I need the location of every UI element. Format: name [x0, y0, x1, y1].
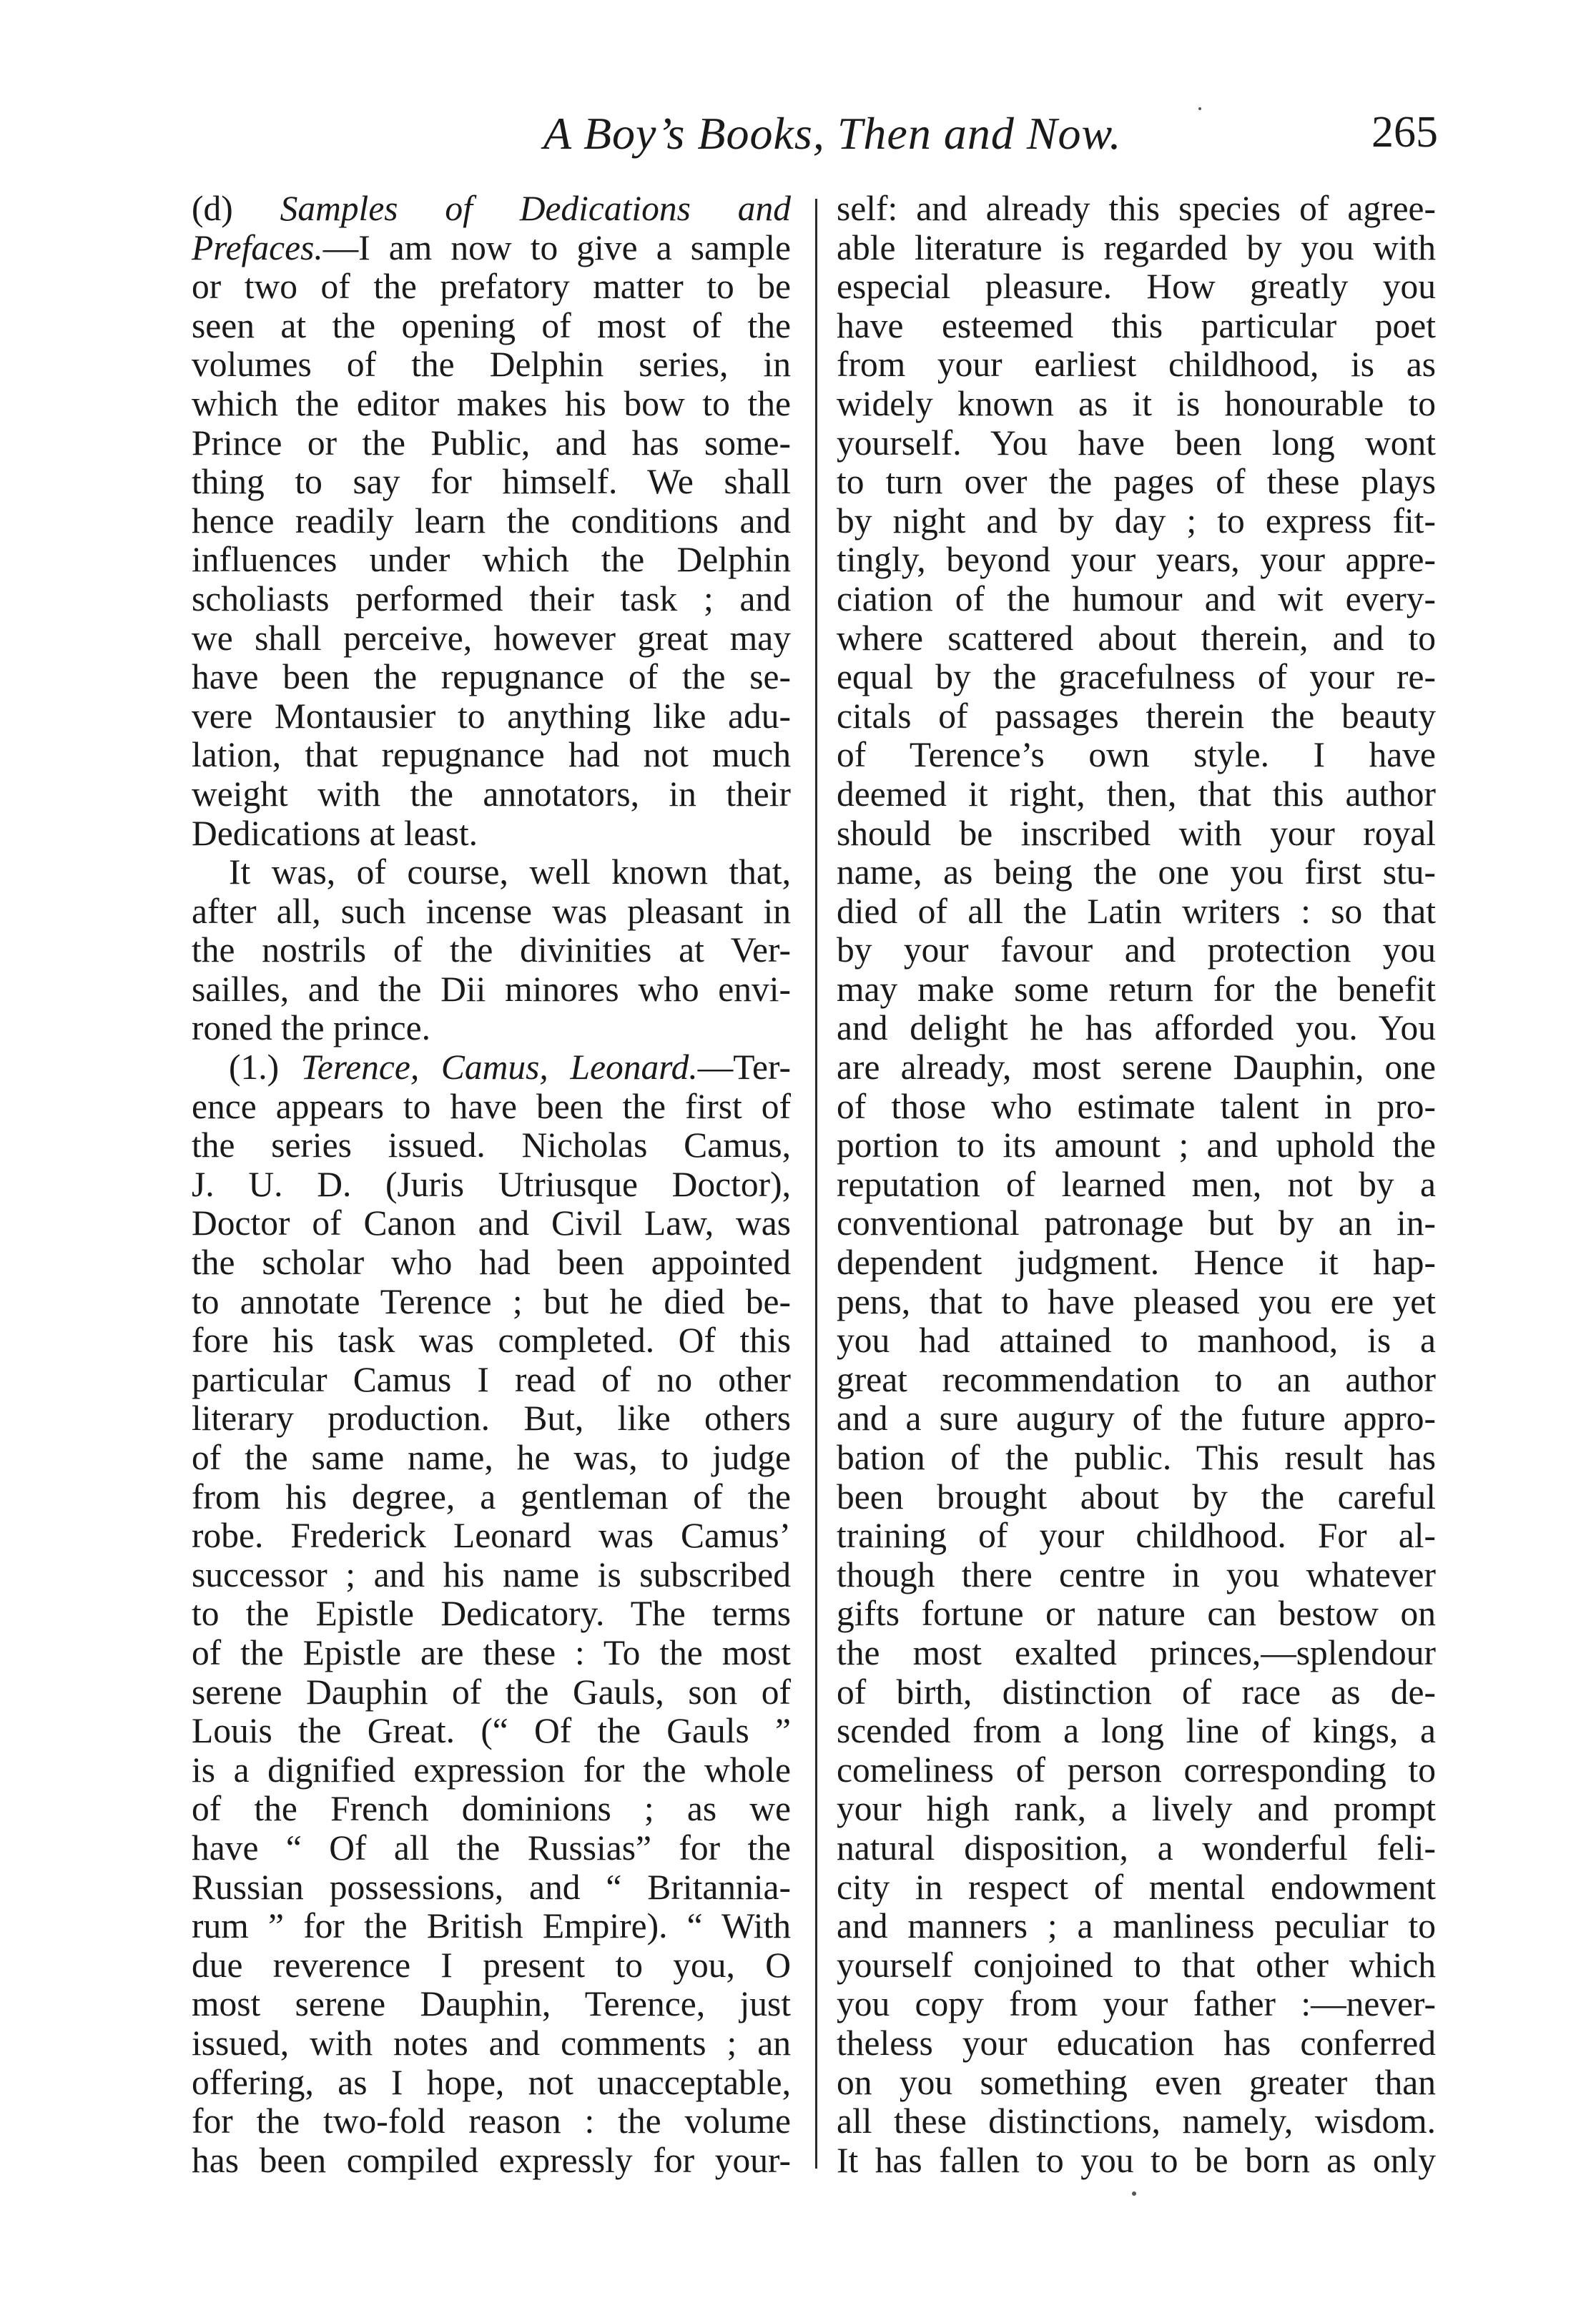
text-line: fore his task was completed. Of this — [192, 1321, 791, 1361]
text-line: weight with the annotators, in their — [192, 774, 791, 814]
text-line: Doctor of Canon and Civil Law, was — [192, 1203, 791, 1243]
text-line: It was, of course, well known that, — [229, 852, 791, 892]
text-line: for the two-fold reason : the volume — [192, 2101, 791, 2141]
text-line: ence appears to have been the first of — [192, 1086, 791, 1126]
text-line: by night and by day ; to express fit- — [837, 500, 1436, 541]
text-line: where scattered about therein, and to — [837, 618, 1436, 658]
text-line: ciation of the humour and wit every- — [837, 578, 1436, 618]
text-line: your high rank, a lively and prompt — [837, 1789, 1436, 1829]
text-line: of the Epistle are these : To the most — [192, 1632, 791, 1672]
text-line: by your favour and protection you — [837, 930, 1436, 970]
text-line: may make some return for the benefit — [837, 969, 1436, 1009]
text-line: all these distinctions, namely, wisdom. — [837, 2101, 1436, 2141]
section-label: (d) — [192, 189, 233, 228]
text-line: hence readily learn the conditions and — [192, 500, 791, 541]
text-line: theless your education has conferred — [837, 2023, 1436, 2063]
text-line: natural disposition, a wonderful feli- — [837, 1828, 1436, 1868]
text-line: or two of the prefatory matter to be — [192, 267, 791, 307]
text-line: yourself conjoined to that other which — [837, 1945, 1436, 1985]
text-line: on you something even greater than — [837, 2062, 1436, 2102]
text-line: sailles, and the Dii minores who envi- — [192, 969, 791, 1009]
left-column — [192, 189, 791, 2180]
text-line: scended from a long line of kings, a — [837, 1711, 1436, 1751]
text-line: conventional patronage but by an in- — [837, 1203, 1436, 1243]
text-line: successor ; and his name is subscribed — [192, 1554, 791, 1594]
text-line: Prefaces.—I am now to give a sample — [192, 227, 791, 267]
text-line: Dedications at least. — [192, 813, 478, 853]
text-line: of the same name, he was, to judge — [192, 1438, 791, 1477]
text-line: seen at the opening of most of the — [192, 305, 791, 345]
text-line: should be inscribed with your royal — [837, 813, 1436, 853]
text-line: rum ” for the British Empire). “ With — [192, 1906, 791, 1946]
text-line: It has fallen to you to be born as only — [837, 2140, 1436, 2180]
text-line: widely known as it is honourable to — [837, 383, 1436, 423]
text-line: to annotate Terence ; but he died be- — [192, 1281, 791, 1321]
text-line: deemed it right, then, that this author — [837, 774, 1436, 814]
text-line: died of all the Latin writers : so that — [837, 891, 1436, 931]
text-line: most serene Dauphin, Terence, just — [192, 1984, 791, 2024]
text-line: vere Montausier to anything like adu- — [192, 696, 791, 736]
text-line: which the editor makes his bow to the — [192, 383, 791, 423]
text-line: serene Dauphin of the Gauls, son of — [192, 1672, 791, 1712]
text-line: and manners ; a manliness peculiar to — [837, 1906, 1436, 1946]
text-line: and delight he has afforded you. You — [837, 1008, 1436, 1048]
text-line: been brought about by the careful — [837, 1476, 1436, 1517]
text-line — [192, 189, 791, 229]
text-line: equal by the gracefulness of your re- — [837, 657, 1436, 697]
text-line: dependent judgment. Hence it hap- — [837, 1243, 1436, 1283]
text-line: particular Camus I read of no other — [192, 1359, 791, 1399]
text-line: volumes of the Delphin series, in — [192, 345, 791, 385]
text-line: Russian possessions, and “ Britannia- — [192, 1867, 791, 1907]
text-line: comeliness of person corresponding to — [837, 1750, 1436, 1790]
subsection-number: (1.) — [229, 1047, 280, 1088]
text-line: thing to say for himself. We shall — [192, 462, 791, 502]
text-line: have “ Of all the Russias” for the — [192, 1828, 791, 1868]
text-line: reputation of learned men, not by a — [837, 1164, 1436, 1204]
text-line: you had attained to manhood, is a — [837, 1321, 1436, 1361]
subsection-heading: Terence, Camus, Leonard. — [300, 1047, 698, 1088]
text-line: the most exalted princes,—splendour — [837, 1632, 1436, 1672]
text-line: the nostrils of the divinities at Ver- — [192, 930, 791, 970]
text-line: issued, with notes and comments ; an — [192, 2023, 791, 2063]
print-speck — [1132, 2191, 1136, 2196]
section-heading: Samples of Dedications and — [280, 189, 792, 228]
text-line: (1.) Terence, Camus, Leonard.—Ter- — [229, 1047, 792, 1088]
text-line: J. U. D. (Juris Utriusque Doctor), — [192, 1164, 791, 1204]
text-line: portion to its amount ; and uphold the — [837, 1125, 1436, 1165]
text-line: are already, most serene Dauphin, one — [837, 1047, 1436, 1088]
text-line: after all, such incense was pleasant in — [192, 891, 791, 931]
text-line: of those who estimate talent in pro- — [837, 1086, 1436, 1126]
text-line: to the Epistle Dedicatory. The terms — [192, 1594, 791, 1634]
text-line: name, as being the one you first stu- — [837, 852, 1436, 892]
running-title: A Boy’s Books, Then and Now. — [543, 108, 1122, 159]
right-column — [837, 189, 1436, 2180]
section-heading-cont: Prefaces. — [192, 227, 323, 267]
text-line: to turn over the pages of these plays — [837, 462, 1436, 502]
column-divider — [815, 199, 817, 2169]
text-line: gifts fortune or nature can bestow on — [837, 1594, 1436, 1634]
text-line: lation, that repugnance had not much — [192, 735, 791, 775]
text-line: robe. Frederick Leonard was Camus’ — [192, 1516, 791, 1556]
text-line: influences under which the Delphin — [192, 540, 791, 580]
text-line: offering, as I hope, not unacceptable, — [192, 2062, 791, 2102]
text-line: roned the prince. — [192, 1008, 430, 1048]
text-line: great recommendation to an author — [837, 1359, 1436, 1399]
text-line: city in respect of mental endowment — [837, 1867, 1436, 1907]
text-line: the scholar who had been appointed — [192, 1243, 791, 1283]
text-line: able literature is regarded by you with — [837, 227, 1436, 267]
text-line: has been compiled expressly for your- — [192, 2140, 791, 2180]
text-line: bation of the public. This result has — [837, 1438, 1436, 1477]
text-line: of the French dominions ; as we — [192, 1789, 791, 1829]
text-line: Louis the Great. (“ Of the Gauls ” — [192, 1711, 791, 1751]
text-line: tingly, beyond your years, your appre- — [837, 540, 1436, 580]
text-line: have been the repugnance of the se- — [192, 657, 791, 697]
text-line: from his degree, a gentleman of the — [192, 1476, 791, 1517]
text-line: of Terence’s own style. I have — [837, 735, 1436, 775]
text-line: have esteemed this particular poet — [837, 305, 1436, 345]
text-line: training of your childhood. For al- — [837, 1516, 1436, 1556]
print-speck — [1198, 107, 1201, 110]
text-line: is a dignified expression for the whole — [192, 1750, 791, 1790]
text-line: Prince or the Public, and has some- — [192, 423, 791, 463]
text-line: the series issued. Nicholas Camus, — [192, 1125, 791, 1165]
page-number: 265 — [1371, 108, 1438, 157]
text-line: from your earliest childhood, is as — [837, 345, 1436, 385]
text-line: citals of passages therein the beauty — [837, 696, 1436, 736]
text-line: and a sure augury of the future appro- — [837, 1399, 1436, 1439]
text-line: though there centre in you whatever — [837, 1554, 1436, 1594]
text-line: you copy from your father :—never- — [837, 1984, 1436, 2024]
text-line: especial pleasure. How greatly you — [837, 267, 1436, 307]
text-line: we shall perceive, however great may — [192, 618, 791, 658]
text-line: pens, that to have pleased you ere yet — [837, 1281, 1436, 1321]
text-line: self: and already this species of agree- — [837, 189, 1436, 228]
text-line: due reverence I present to you, O — [192, 1945, 791, 1985]
text-line: scholiasts performed their task ; and — [192, 578, 791, 618]
text-line: yourself. You have been long wont — [837, 423, 1436, 463]
text-line: of birth, distinction of race as de- — [837, 1672, 1436, 1712]
running-head — [0, 107, 1596, 164]
text-line: literary production. But, like others — [192, 1399, 791, 1439]
